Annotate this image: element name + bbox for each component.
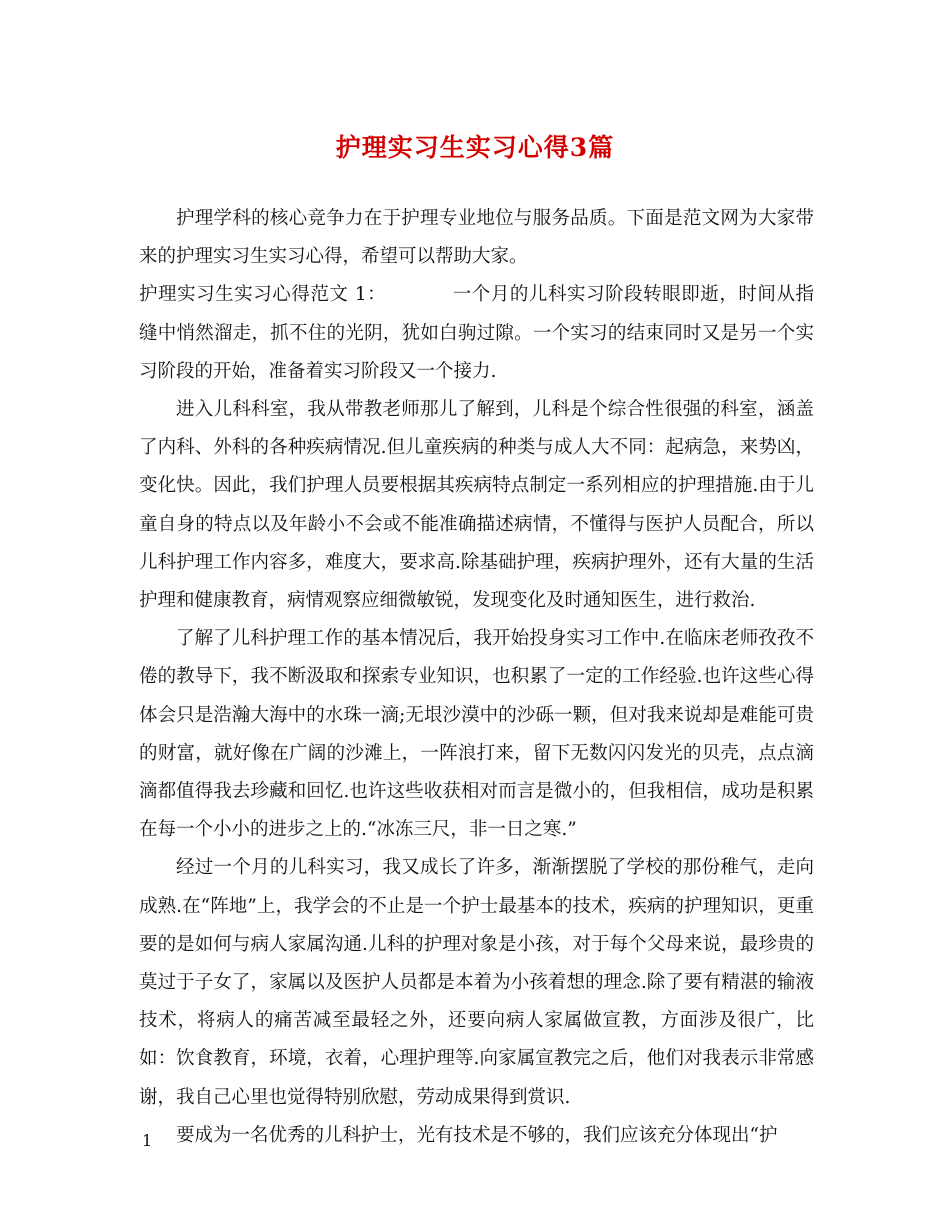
body-paragraph: 要成为一名优秀的儿科护士，光有技术是不够的，我们应该充分体现出“护: [176, 1124, 778, 1146]
body-paragraph: 进入儿科科室，我从带教老师那儿了解到，儿科是个综合性很强的科室，涵盖了内科、外科的各种疾病情况.但儿童疾病的种类与成人大不同：起病急，来势凶，变化快。因此，我们护理人员要根据其疾病特点制定一系列相应的护理措施.由于儿童自身的特点以及年龄小不会或不能准确描述病情，不懂得与医护人员配合，所以儿科护理工作内容多，难度大，要求高.除基础护理，疾病护理外，还有大量的生活护理和健康教育，病情观察应细微敏锐，发现变化及时通知医生，进行救治.: [139, 399, 814, 612]
document-body: [139, 200, 814, 1155]
page-number: 1: [142, 1131, 153, 1150]
sample-first-text: 一个月的儿科实习阶段转眼即逝，时间从指缝中悄然溜走，抓不住的光阴，犹如白驹过隙。一个实习的结束同时又是另一个实习阶段的开始，准备着实习阶段又一个接力.: [139, 284, 814, 382]
body-paragraph: 了解了儿科护理工作的基本情况后，我开始投身实习工作中.在临床老师孜孜不倦的教导下，我不断汲取和探索专业知识，也积累了一定的工作经验.也许这些心得体会只是浩瀚大海中的水珠一滴;无垠沙漠中的沙砾一颗，但对我来说却是难能可贵的财富，就好像在广阔的沙滩上，一阵浪打来，留下无数闪闪发光的贝壳，点点滴滴都值得我去珍藏和回忆.也许这些收获相对而言是微小的，但我相信，成功是积累在每一个小小的进步之上的.“冰冻三尺，非一日之寒.”: [139, 628, 814, 841]
sample-heading: 护理实习生实习心得范文 1：: [139, 284, 387, 306]
sample-paragraph: [139, 276, 814, 391]
intro-paragraph: 护理学科的核心竞争力在于护理专业地位与服务品质。下面是范文网为大家带来的护理实习生实习心得，希望可以帮助大家。: [139, 208, 814, 268]
page-title: 护理实习生实习心得3篇: [335, 133, 615, 162]
body-paragraph: 经过一个月的儿科实习，我又成长了许多，渐渐摆脱了学校的那份稚气，走向成熟.在“阵地”上，我学会的不止是一个护士最基本的技术，疾病的护理知识，更重要的是如何与病人家属沟通.儿科的护理对象是小孩，对于每个父母来说，最珍贵的莫过于子女了，家属以及医护人员都是本着为小孩着想的理念.除了要有精湛的输液技术，将病人的痛苦减至最轻之外，还要向病人家属做宣教，方面涉及很广，比如：饮食教育，环境，衣着，心理护理等.向家属宣教完之后，他们对我表示非常感谢，我自己心里也觉得特别欣慰，劳动成果得到赏识.: [139, 857, 814, 1108]
